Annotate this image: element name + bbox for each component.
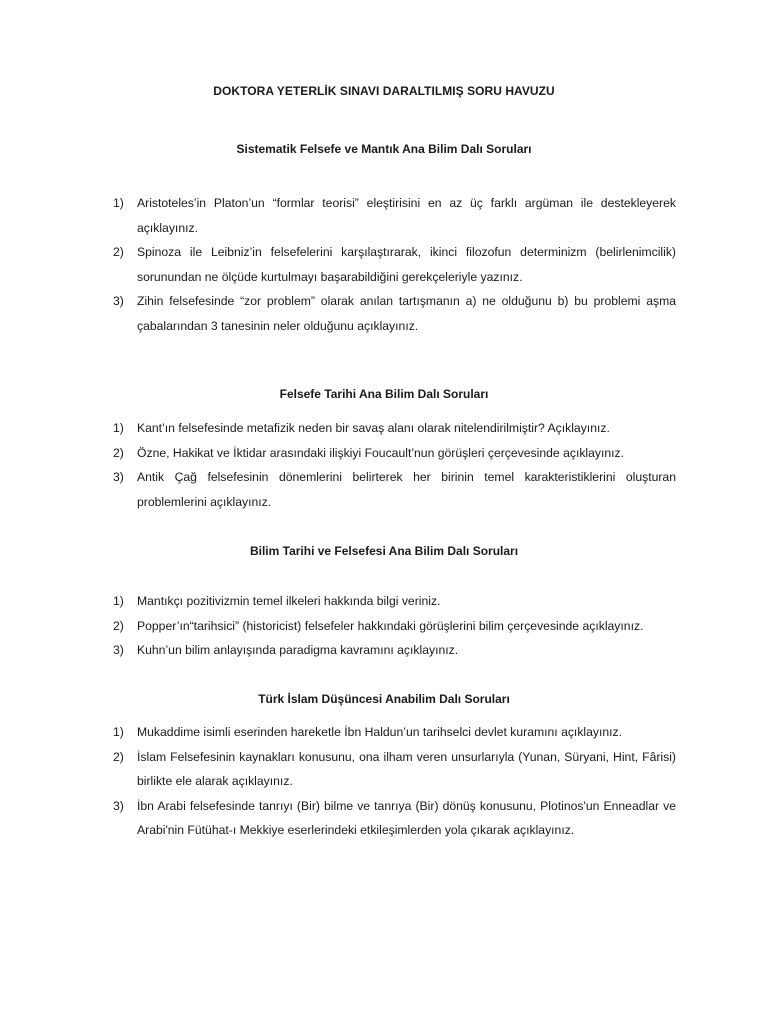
question-text: Kuhn’un bilim anlayışında paradigma kavramını açıklayınız. — [137, 643, 459, 657]
question-item — [113, 441, 676, 466]
question-list-systematic-philosophy — [113, 191, 676, 338]
question-item — [113, 240, 676, 289]
question-text: Aristoteles’in Platon’un “formlar teorisi” eleştirisini en az üç farklı argüman ile destekleyerek açıklayınız. — [137, 196, 676, 235]
question-item — [113, 589, 676, 614]
question-item — [113, 638, 676, 663]
question-number: 3) — [113, 798, 124, 813]
question-number: 2) — [113, 245, 124, 259]
section-title-history-philosophy-of-science: Bilim Tarihi ve Felsefesi Ana Bilim Dalı Soruları — [249, 544, 519, 558]
section-title-history-of-philosophy: Felsefe Tarihi Ana Bilim Dalı Soruları — [279, 387, 489, 401]
question-number: 3) — [113, 643, 124, 657]
question-text: Özne, Hakikat ve İktidar arasındaki ilişkiyi Foucault’nun görüşleri çerçevesinde açıklayınız. — [137, 445, 625, 460]
question-list-history-philosophy-of-science — [113, 589, 676, 663]
question-number: 1) — [113, 725, 124, 739]
question-text: İslam Felsefesinin kaynakları konusunu, ona ilham veren unsurlarıyla (Yunan, Süryani, Hint, Fârisi) birlikte ele alarak açıklayınız. — [137, 749, 676, 788]
question-item — [113, 191, 676, 240]
question-text: Antik Çağ felsefesinin dönemlerini belirterek her birinin temel karakteristiklerini oluşturan problemlerini açıklayınız. — [137, 470, 676, 509]
section-title-systematic-philosophy: Sistematik Felsefe ve Mantık Ana Bilim Dalı Soruları — [236, 142, 532, 156]
question-number: 2) — [113, 749, 124, 764]
question-number: 1) — [113, 594, 124, 608]
question-item — [113, 416, 676, 441]
question-item — [113, 794, 676, 843]
question-text: Mantıkçı pozitivizmin temel ilkeleri hakkında bilgi veriniz. — [137, 594, 441, 608]
question-item — [113, 614, 676, 639]
question-number: 3) — [113, 294, 124, 308]
question-number: 1) — [113, 421, 124, 435]
question-list-history-of-philosophy — [113, 416, 676, 514]
question-number: 2) — [113, 618, 124, 633]
question-number: 2) — [113, 445, 124, 460]
question-text: Spinoza ile Leibniz’in felsefelerini karşılaştırarak, ikinci filozofun determinizm (belirlenimcilik) sorunundan ne ölçüde kurtulmayı başarabildiğini gerekçeleriyle yazınız. — [137, 245, 676, 284]
question-number: 3) — [113, 470, 124, 484]
question-item — [113, 720, 676, 745]
question-text: Mukaddime isimli eserinden hareketle İbn Haldun’un tarihselci devlet kuramını açıklayınız. — [137, 725, 623, 739]
question-item — [113, 745, 676, 794]
question-text: Kant’ın felsefesinde metafizik neden bir savaş alanı olarak nitelendirilmiştir? Açıklayınız. — [137, 421, 610, 435]
document-title: DOKTORA YETERLİK SINAVI DARALTILMIŞ SORU HAVUZU — [213, 84, 555, 98]
question-text: Popper’ın“tarihsici” (historicist) felsefeler hakkındaki görüşlerini bilim çerçevesinde açıklayınız. — [137, 618, 644, 633]
question-number: 1) — [113, 196, 124, 210]
section-title-turkish-islamic-thought: Türk İslam Düşüncesi Anabilim Dalı Soruları — [258, 692, 510, 706]
question-text: İbn Arabi felsefesinde tanrıyı (Bir) bilme ve tanrıya (Bir) dönüş konusunu, Plotinos'un Enneadlar ve Arabi'nin Fütühat-ı Mekkiye eserlerindeki etkileşimlerden yola çıkarak açıklayınız. — [137, 798, 676, 837]
question-item — [113, 289, 676, 338]
question-text: Zihin felsefesinde “zor problem” olarak anılan tartışmanın a) ne olduğunu b) bu problemi aşma çabalarından 3 tanesinin neler olduğunu açıklayınız. — [137, 294, 676, 333]
question-item — [113, 465, 676, 514]
question-list-turkish-islamic-thought — [113, 720, 676, 843]
